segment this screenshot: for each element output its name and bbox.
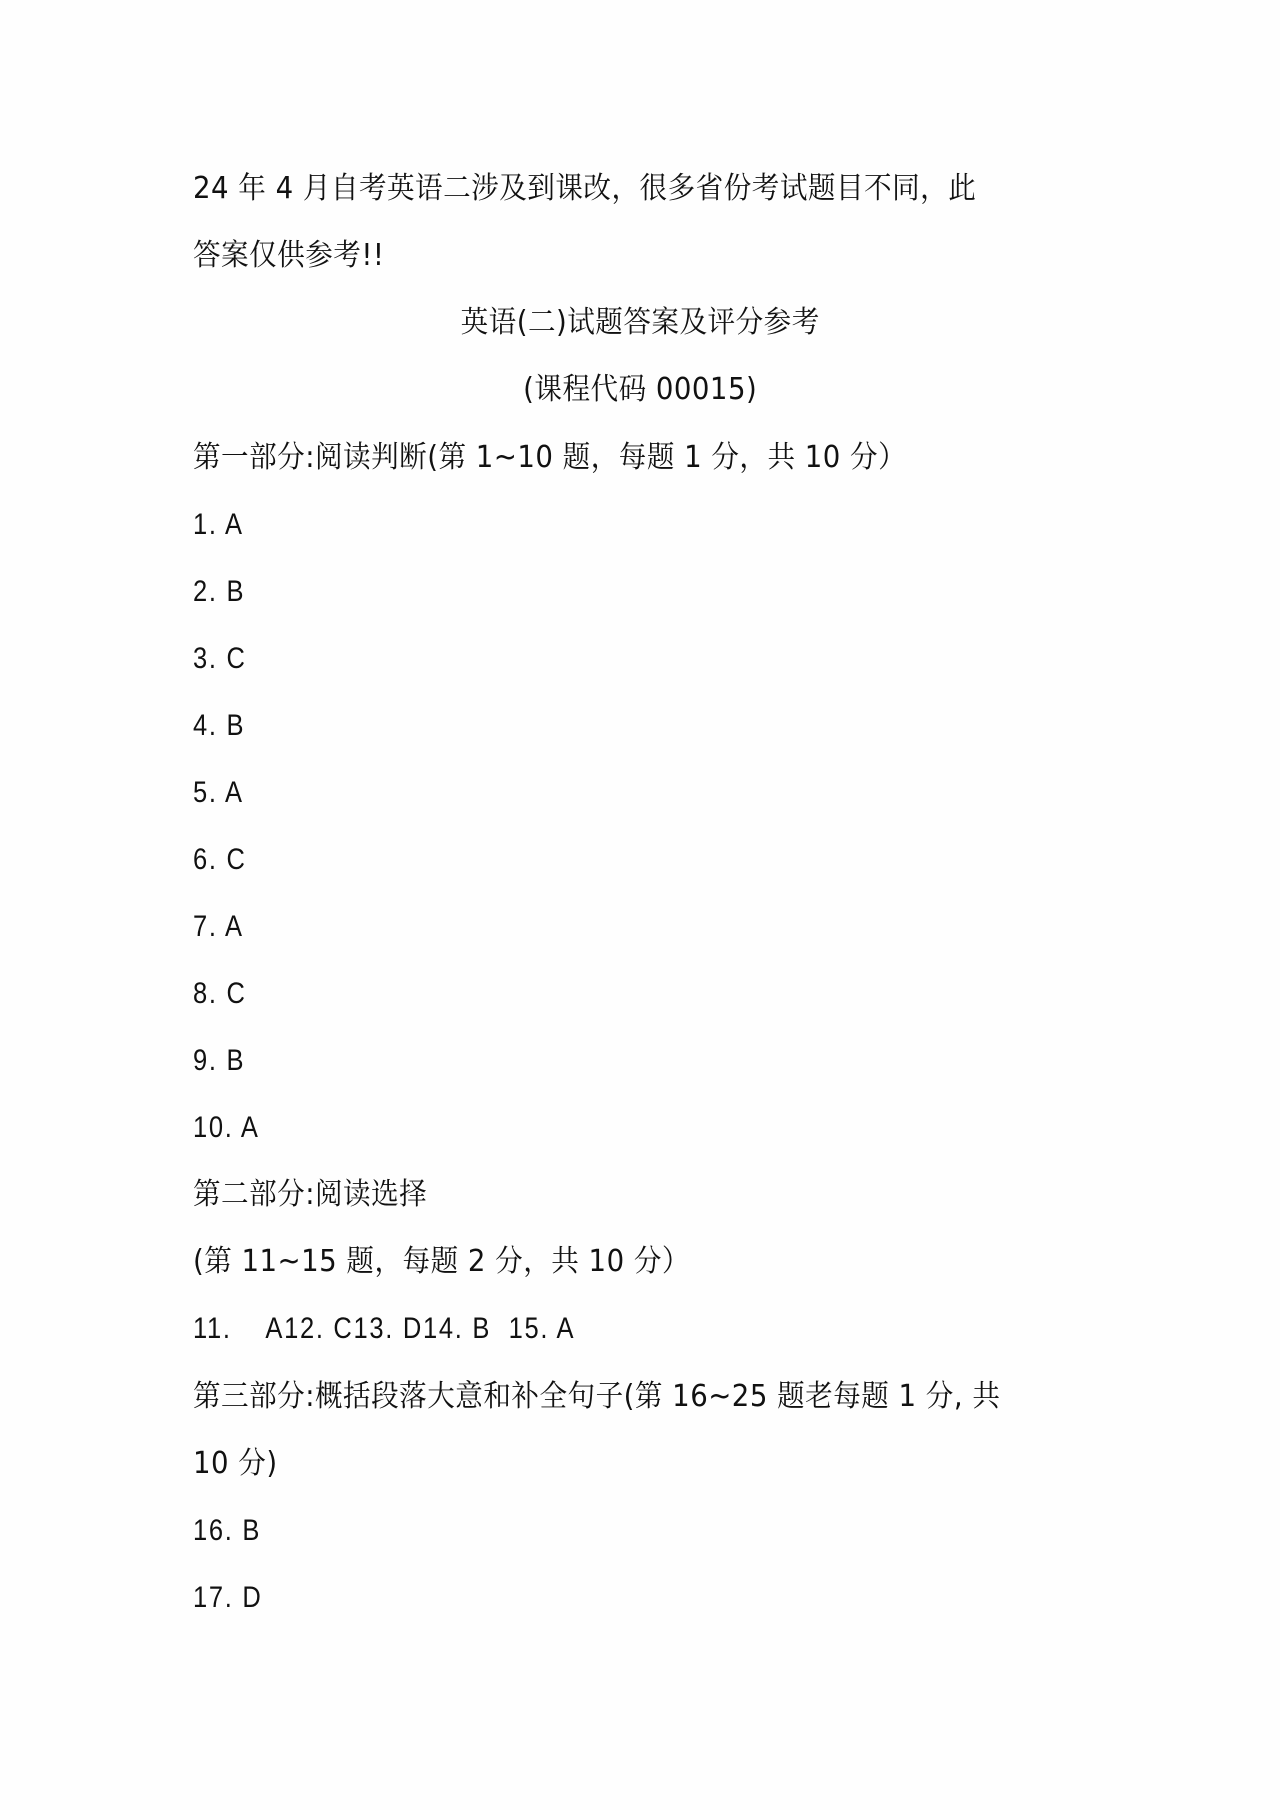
section-1-heading: 第一部分:阅读判断(第 1~10 题，每题 1 分，共 10 分） [193,440,907,475]
answer-item: 7. A [193,910,244,943]
answer-item: 10. A [193,1111,260,1144]
course-code [0,356,1280,423]
document-title-text: 英语(二)试题答案及评分参考 [460,305,820,340]
answer-item: 9. B [193,1044,246,1077]
section-3-heading: 第三部分:概括段落大意和补全句子(第 16~25 题老每题 1 分, 共 [193,1379,1001,1414]
answer-item: 17. D [193,1581,263,1614]
answer-item: 6. C [193,843,247,876]
answer-item: 4. B [193,709,246,742]
course-code-text: (课程代码 00015) [522,372,758,407]
section-3-heading-cont: 10 分) [193,1446,278,1481]
answer-item: 1. A [193,508,244,541]
notice-line-1: 24 年 4 月自考英语二涉及到课改，很多省份考试题目不同，此 [193,171,977,206]
answer-item: 3. C [193,642,247,675]
notice-line-2: 答案仅供参考!! [193,238,385,273]
answer-item: 16. B [193,1514,262,1547]
section-2-heading: 第二部分:阅读选择 [193,1177,428,1212]
section-2-subheading: (第 11~15 题，每题 2 分，共 10 分） [193,1244,690,1279]
document-title [0,289,1280,356]
answer-item: 8. C [193,977,247,1010]
answers-11-15: 11. A12. C13. D14. B 15. A [193,1312,576,1345]
answer-item: 2. B [193,575,246,608]
answer-item: 5. A [193,776,244,809]
